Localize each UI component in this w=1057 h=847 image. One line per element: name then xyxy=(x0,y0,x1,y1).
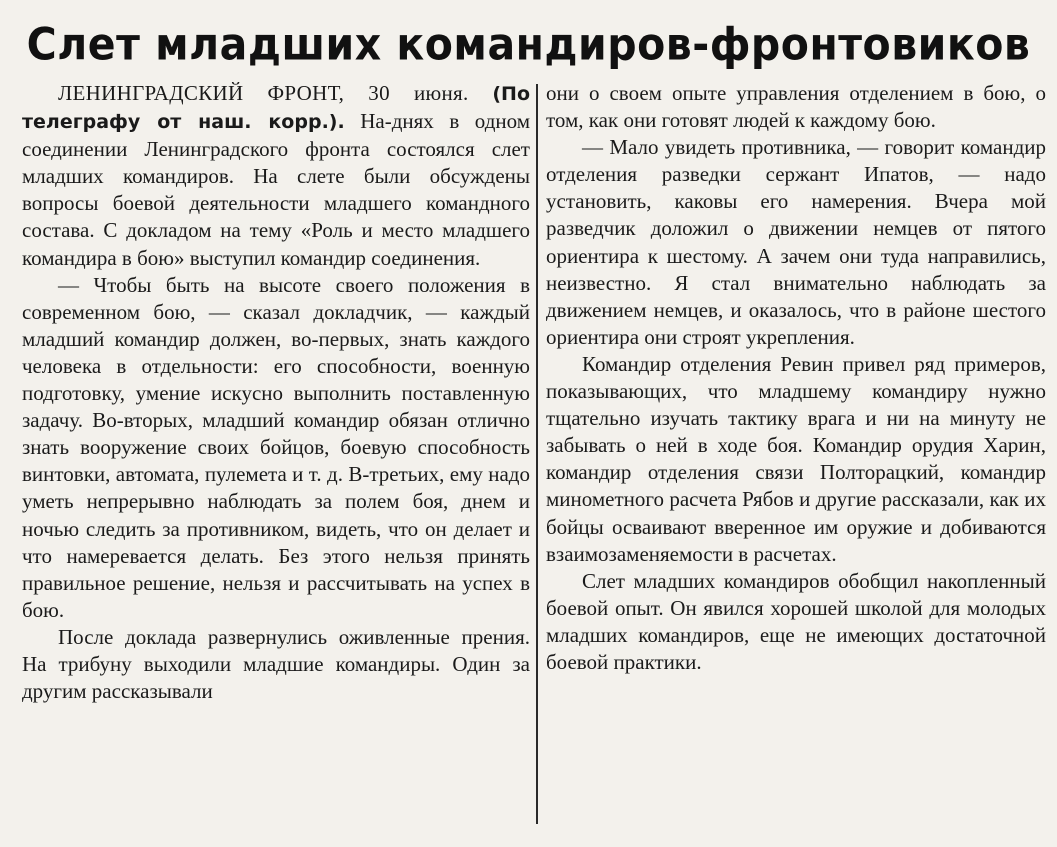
revin-paragraph: Командир отделения Ревин привел ряд примеров, показывающих, что младшему командиру нужно тщательно изучать тактику врага и ни на минуту не забывать о ней в ходе боя. Командир орудия Харин, командир отделения связи Полторацкий, командир минометного расчета Рябов и другие рассказали, как их бойцы осваивают вверенное им оружие и добиваются взаимозаменяемости в расчетах. xyxy=(546,351,1046,566)
article-headline: Слет младших командиров-фронтовиков xyxy=(26,18,1031,71)
ipatov-paragraph: — Мало увидеть противника, — говорит командир отделения разведки сержант Ипатов, — надо установить, каковы его намерения. Вчера мой разведчик доложил о движении немцев от пятого ориентира к шестому. А зачем они туда направились, неизвестно. Я стал внимательно наблюдать за движением немцев, и оказалось, что в районе шестого ориентира они строят укрепления. xyxy=(546,135,1046,349)
conclusion-paragraph: Слет младших командиров обобщил накопленный боевой опыт. Он явился хорошей школой для молодых младших командиров, еще не имеющих достаточной боевой практики. xyxy=(546,568,1046,674)
speech-paragraph: — Чтобы быть на высоте своего положения в современном бою, — сказал докладчик, — каждый младший командир должен, во-первых, знать каждого человека в отдельности: его способности, военную подготовку, умение искусно выполнить поставленную задачу. Во-вторых, младший командир обязан отлично знать вооружение своих бойцов, боевую способность винтовки, автомата, пулемета и т. д. В-третьих, ему надо уметь непрерывно наблюдать за полем боя, днем и ночью следить за противником, видеть, что он делает и что намеревается делать. Без этого нельзя принять правильное решение, нельзя и рассчитывать на успех в бою. xyxy=(22,272,530,622)
byline: (По телеграфу от наш. корр.). xyxy=(22,83,530,134)
discussion-paragraph: После доклада развернулись оживленные прения. На трибуну выходили младшие командиры. Один за другим рассказывали xyxy=(22,624,530,704)
lead-paragraph xyxy=(22,80,530,272)
column-divider xyxy=(536,84,538,824)
left-column xyxy=(22,80,530,705)
right-column xyxy=(546,80,1046,676)
continued-paragraph: они о своем опыте управления отделением в бою, о том, как они готовят людей к каждому бою. xyxy=(546,81,1046,133)
lead-paragraph-text: На-днях в одном соединении Ленинградского фронта состоялся слет младших командиров. На слете были обсуждены вопросы боевой деятельности младшего командного состава. С докладом на тему «Роль и место младшего командира в бою» выступил командир соединения. xyxy=(22,109,531,270)
dateline: ЛЕНИНГРАДСКИЙ ФРОНТ, 30 июня. xyxy=(58,81,469,105)
